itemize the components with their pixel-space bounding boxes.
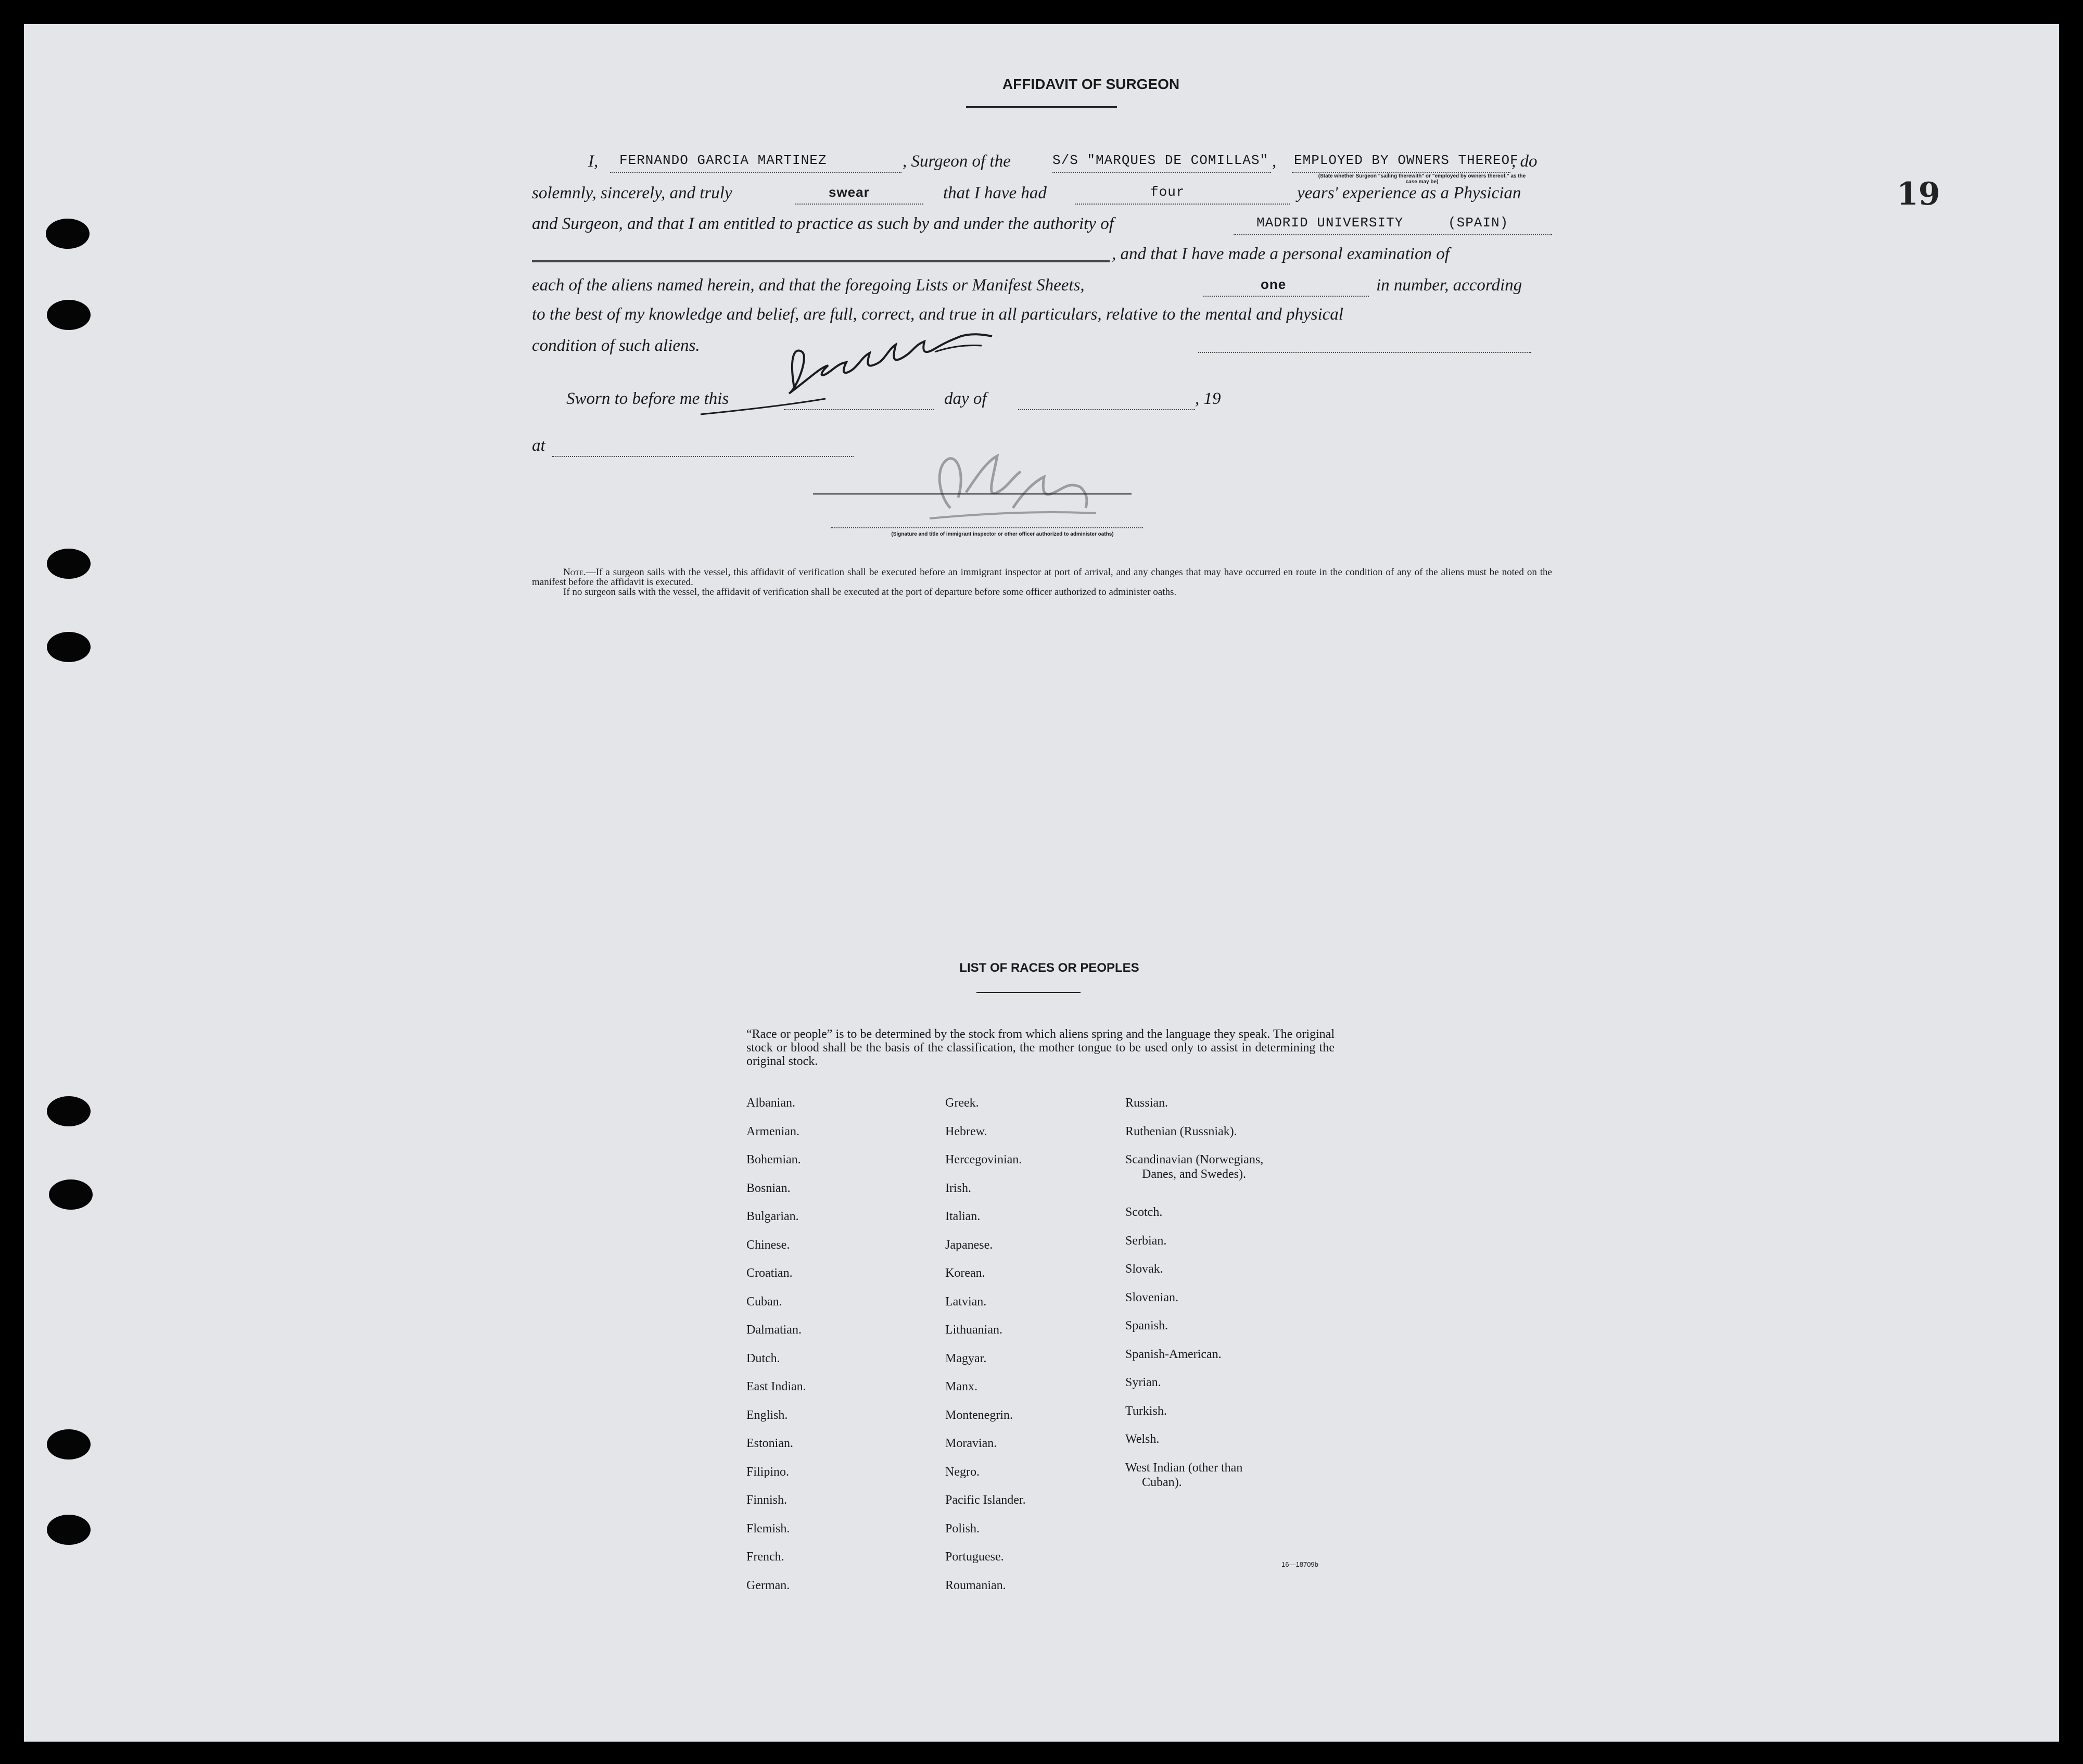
inspector-title-line (831, 526, 1143, 528)
inspector-caption: (Signature and title of immigrant inspector or other officer authorized to administer oaths) (891, 531, 1114, 537)
authority-continuation-field (532, 239, 1110, 262)
line2-b: that I have had (943, 184, 1047, 202)
race-item: Slovenian. (1125, 1290, 1178, 1304)
race-item: Pacific Islander. (945, 1493, 1026, 1507)
race-item: Greek. (945, 1096, 979, 1110)
race-item: German. (746, 1578, 790, 1592)
race-item: Italian. (945, 1210, 981, 1223)
line1-comma: , (1272, 152, 1277, 171)
binder-hole (46, 219, 90, 249)
line1-prefix: I, (588, 152, 599, 171)
authority-value: MADRID UNIVERSITY (1256, 215, 1404, 231)
document-page (24, 24, 2059, 1742)
line2-c: years' experience as a Physician (1297, 184, 1521, 202)
race-item: Serbian. (1125, 1234, 1167, 1248)
races-intro: “Race or people” is to be determined by the stock from which aliens spring and the language they speak. The original stock or blood shall be the basis of the classification, the mother tongue to be used only to assist in determining the original stock. (746, 1027, 1335, 1068)
binder-hole (47, 549, 91, 579)
race-item: Spanish-American. (1125, 1347, 1222, 1361)
race-item: Scotch. (1125, 1205, 1163, 1219)
race-item: Dalmatian. (746, 1323, 802, 1337)
race-item: Hercegovinian. (945, 1153, 1022, 1166)
line3-a: and Surgeon, and that I am entitled to practice as such by and under the authority of (532, 214, 1114, 233)
affidavit-title: AFFIDAVIT OF SURGEON (1002, 76, 1180, 92)
race-item: Bohemian. (746, 1153, 801, 1166)
line4-a: , and that I have made a personal examination of (1112, 245, 1450, 263)
race-item: Welsh. (1125, 1432, 1160, 1446)
binder-hole (47, 1429, 91, 1460)
binder-hole (49, 1179, 93, 1210)
page-number: 19 (1897, 176, 1940, 212)
oath-value: swear (829, 184, 870, 200)
race-item: East Indian. (746, 1380, 806, 1393)
race-item: Spanish. (1125, 1319, 1168, 1332)
race-item: Finnish. (746, 1493, 788, 1507)
race-item-continuation: Cuban). (1142, 1475, 1182, 1489)
race-item: Bulgarian. (746, 1210, 799, 1223)
race-item: Slovak. (1125, 1262, 1163, 1276)
race-item: Hebrew. (945, 1124, 987, 1138)
at-label: at (532, 436, 545, 455)
note-label: Note. (563, 567, 586, 578)
race-item: Turkish. (1125, 1404, 1167, 1418)
binder-hole (47, 1515, 91, 1545)
race-item: Syrian. (1125, 1376, 1161, 1389)
race-item: Japanese. (945, 1238, 993, 1252)
race-item: Korean. (945, 1266, 985, 1280)
affidavit-line-6: to the best of my knowledge and belief, are full, correct, and true in all particulars, relative to the mental and physical (532, 305, 1343, 324)
race-item: West Indian (other than (1125, 1461, 1243, 1475)
line1-end: , do (1512, 152, 1538, 171)
surgeon-signature-line (1198, 351, 1531, 353)
race-item: Negro. (945, 1465, 980, 1479)
sworn-b: day of (944, 389, 987, 408)
employment-instruction: (State whether Surgeon "sailing therewith" or "employed by owners thereof," as the case may be) (1318, 173, 1526, 185)
race-item-continuation: Danes, and Swedes). (1142, 1167, 1246, 1181)
note-text-1: —If a surgeon sails with the vessel, this affidavit of verification shall be executed before an immigrant inspector at port of arrival, and any changes that may have occurred en route in the condition of any of the aliens must be noted on the manifest before the affidavit is executed. (532, 567, 1552, 588)
race-item: Moravian. (945, 1437, 997, 1450)
form-number: 16—18709b (1281, 1560, 1318, 1568)
line5-a: each of the aliens named herein, and that the foregoing Lists or Manifest Sheets, (532, 276, 1085, 295)
country-value: (SPAIN) (1448, 215, 1509, 231)
race-item: Magyar. (945, 1351, 987, 1365)
race-item: Latvian. (945, 1295, 987, 1309)
race-item: Montenegrin. (945, 1408, 1013, 1422)
race-item: Armenian. (746, 1124, 799, 1138)
note-paragraph-2: If no surgeon sails with the vessel, the affidavit of verification shall be executed at the port of departure before some officer authorized to administer oaths. (563, 587, 1177, 598)
race-item: Ruthenian (Russniak). (1125, 1124, 1237, 1138)
note-paragraph-1 (532, 567, 1552, 587)
race-item: Dutch. (746, 1351, 780, 1365)
race-item: Cuban. (746, 1295, 782, 1309)
affidavit-line-2 (532, 183, 1552, 211)
at-place-field (552, 435, 854, 457)
race-item: Portuguese. (945, 1550, 1004, 1564)
inspector-signature-line (813, 492, 1132, 494)
affidavit-line-7: condition of such aliens. (532, 336, 700, 355)
sworn-line (532, 388, 1552, 416)
race-item: Croatian. (746, 1266, 793, 1280)
race-item: English. (746, 1408, 788, 1422)
race-item: Albanian. (746, 1096, 795, 1110)
races-title-underline (976, 992, 1081, 993)
races-title: LIST OF RACES OR PEOPLES (959, 961, 1139, 975)
binder-hole (47, 300, 91, 330)
binder-hole (47, 632, 91, 662)
line2-a: solemnly, sincerely, and truly (532, 184, 732, 202)
race-item: Irish. (945, 1181, 971, 1195)
surgeon-name-value: FERNANDO GARCIA MARTINEZ (619, 153, 827, 168)
affidavit-line-4 (532, 244, 1552, 272)
line1-mid: , Surgeon of the (903, 152, 1011, 171)
race-item: Manx. (945, 1380, 977, 1393)
race-item: Lithuanian. (945, 1323, 1002, 1337)
sworn-day-field (784, 388, 934, 410)
affidavit-line-3 (532, 213, 1552, 242)
race-item: Filipino. (746, 1465, 790, 1479)
sworn-c: , 19 (1195, 389, 1221, 408)
binder-hole (47, 1096, 91, 1126)
race-item: Bosnian. (746, 1181, 791, 1195)
sheet-count-value: one (1261, 276, 1287, 292)
race-item: Russian. (1125, 1096, 1168, 1110)
sworn-a: Sworn to before me this (566, 389, 729, 408)
race-item: Scandinavian (Norwegians, (1125, 1153, 1264, 1166)
ship-value: S/S "MARQUES DE COMILLAS" (1052, 153, 1269, 168)
years-value: four (1150, 184, 1185, 200)
race-item: Estonian. (746, 1437, 793, 1450)
race-item: Roumanian. (945, 1578, 1006, 1592)
affidavit-line-5 (532, 275, 1552, 303)
line5-b: in number, according (1376, 276, 1522, 295)
race-item: French. (746, 1550, 784, 1564)
race-item: Flemish. (746, 1521, 790, 1535)
race-item: Chinese. (746, 1238, 790, 1252)
race-item: Polish. (945, 1521, 980, 1535)
employment-value: EMPLOYED BY OWNERS THEREOF (1294, 153, 1519, 168)
inspector-signature (909, 440, 1148, 529)
sworn-month-field (1018, 388, 1195, 410)
title-underline (966, 106, 1117, 108)
